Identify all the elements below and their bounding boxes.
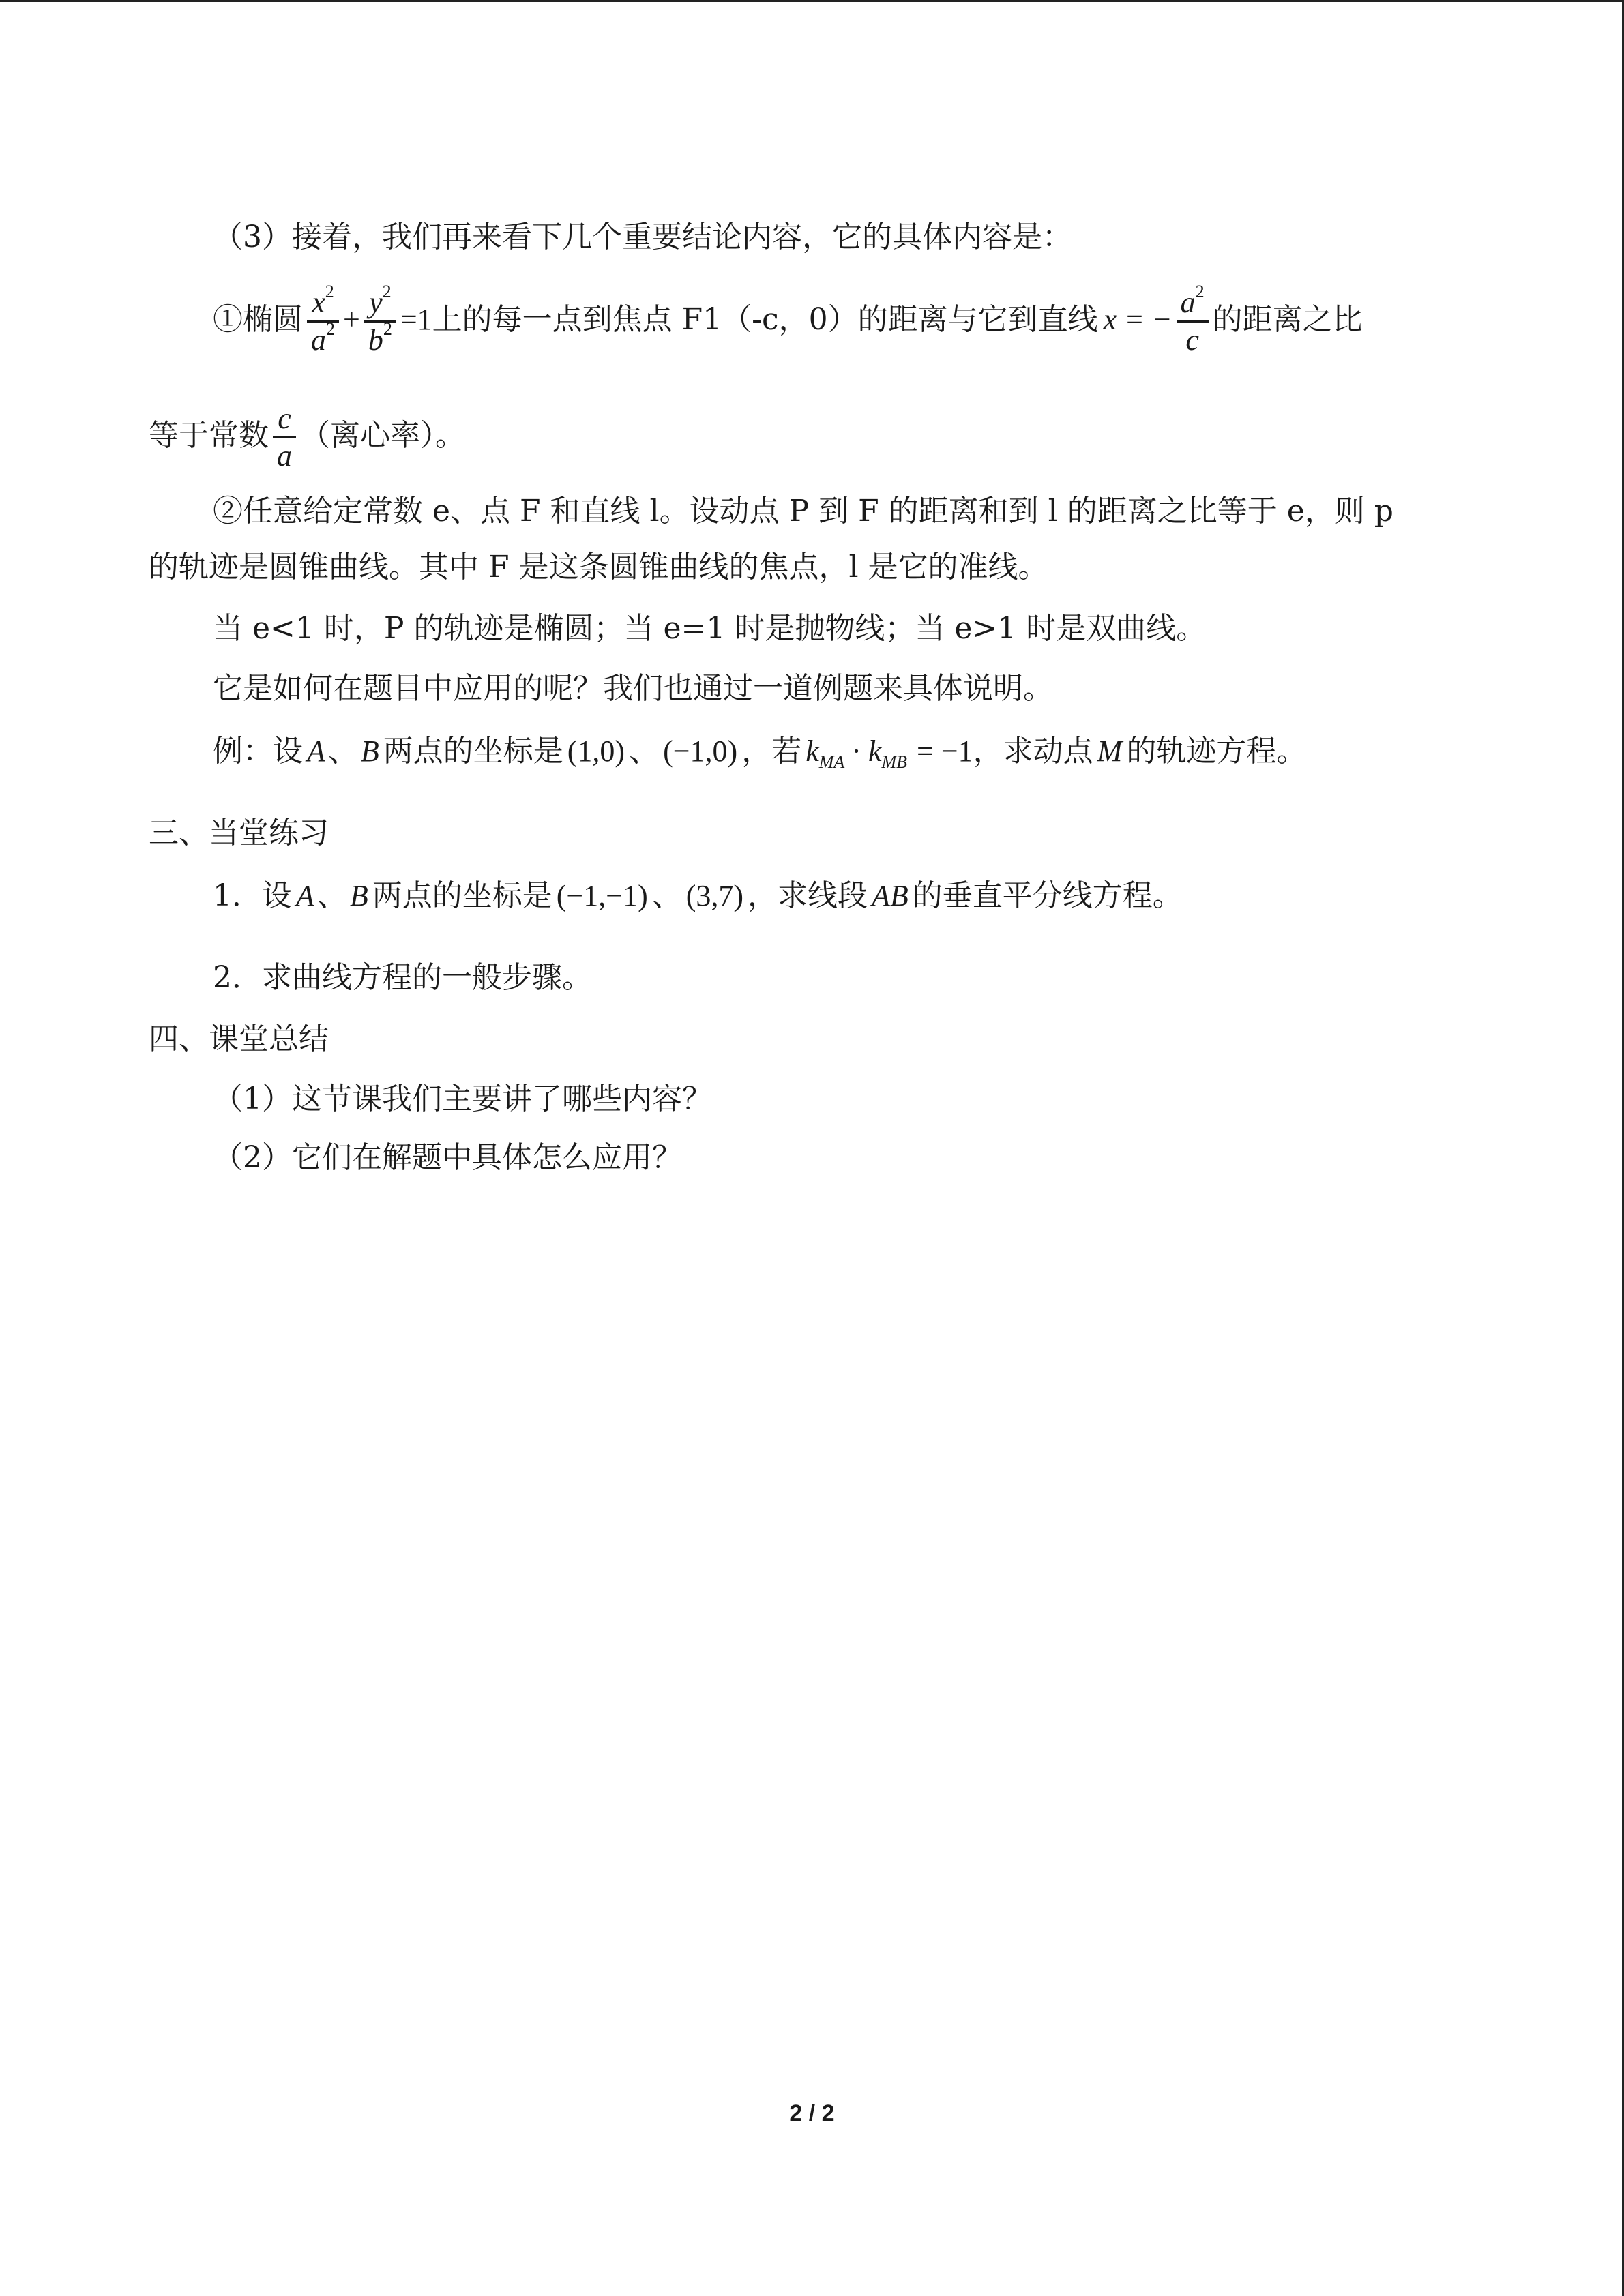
fraction-y2-over-b2: $\frac{y^2}{b^2}$ bbox=[364, 285, 396, 358]
page-number: 2 / 2 bbox=[789, 2100, 835, 2126]
fraction-a2-over-c: $\frac{a^2}{c}$ bbox=[1177, 285, 1209, 358]
conclusion1-line2-lead: 等于常数 bbox=[149, 418, 269, 453]
section4-title: 四、课堂总结 bbox=[149, 1022, 329, 1056]
example: 例：设 A、B 两点的坐标是 (1,0) 、 (−1,0) ，若 $k_{MA} \cdot k_{MB} = -1$，求动点 M 的轨迹方程。 bbox=[213, 734, 1307, 772]
part3-intro: （3）接着，我们再来看下几个重要结论内容，它的具体内容是： bbox=[213, 220, 1072, 254]
conclusion1-lead: ①椭圆 bbox=[213, 302, 303, 337]
conclusion1-line1 bbox=[213, 282, 1363, 358]
plus-sign: + bbox=[343, 303, 360, 336]
conclusion1-line2-tail: （离心率）。 bbox=[300, 418, 465, 453]
exercise1: 1．设 A、B 两点的坐标是 (−1,−1) 、 (3,7) ，求线段 AB 的垂直平分线方程。 bbox=[213, 878, 1183, 913]
directrix-x: x = − bbox=[1103, 303, 1172, 336]
fraction-x2-over-a2: $\frac{x^2}{a^2}$ bbox=[307, 285, 339, 358]
section3-title: 三、当堂练习 bbox=[149, 816, 329, 850]
equals-one: =1 bbox=[400, 303, 432, 336]
conclusion2-line1: ②任意给定常数 e、点 F 和直线 l。设动点 P 到 F 的距离和到 l 的距离之比等于 e，则 p bbox=[213, 494, 1393, 528]
fraction-c-over-a: $\frac{c}{a}$ bbox=[273, 401, 296, 474]
summary-item-1: （1）这节课我们主要讲了哪些内容？ bbox=[213, 1082, 712, 1116]
summary-item-2: （2）它们在解题中具体怎么应用？ bbox=[213, 1140, 682, 1175]
conclusion1-tail: 的距离之比 bbox=[1212, 302, 1363, 337]
conclusion2-line3: 当 e<1 时，P 的轨迹是椭圆；当 e=1 时是抛物线；当 e>1 时是双曲线。 bbox=[213, 611, 1207, 646]
application-text: 它是如何在题目中应用的呢？我们也通过一道例题来具体说明。 bbox=[213, 671, 1053, 706]
page-top-border bbox=[0, 0, 1624, 2]
conclusion1-line2 bbox=[149, 401, 465, 474]
conclusion1-mid: 上的每一点到焦点 F1（-c，0）的距离与它到直线 bbox=[432, 302, 1098, 337]
conclusion2-line2: 的轨迹是圆锥曲线。其中 F 是这条圆锥曲线的焦点，l 是它的准线。 bbox=[149, 550, 1048, 584]
exercise2: 2．求曲线方程的一般步骤。 bbox=[213, 960, 592, 995]
